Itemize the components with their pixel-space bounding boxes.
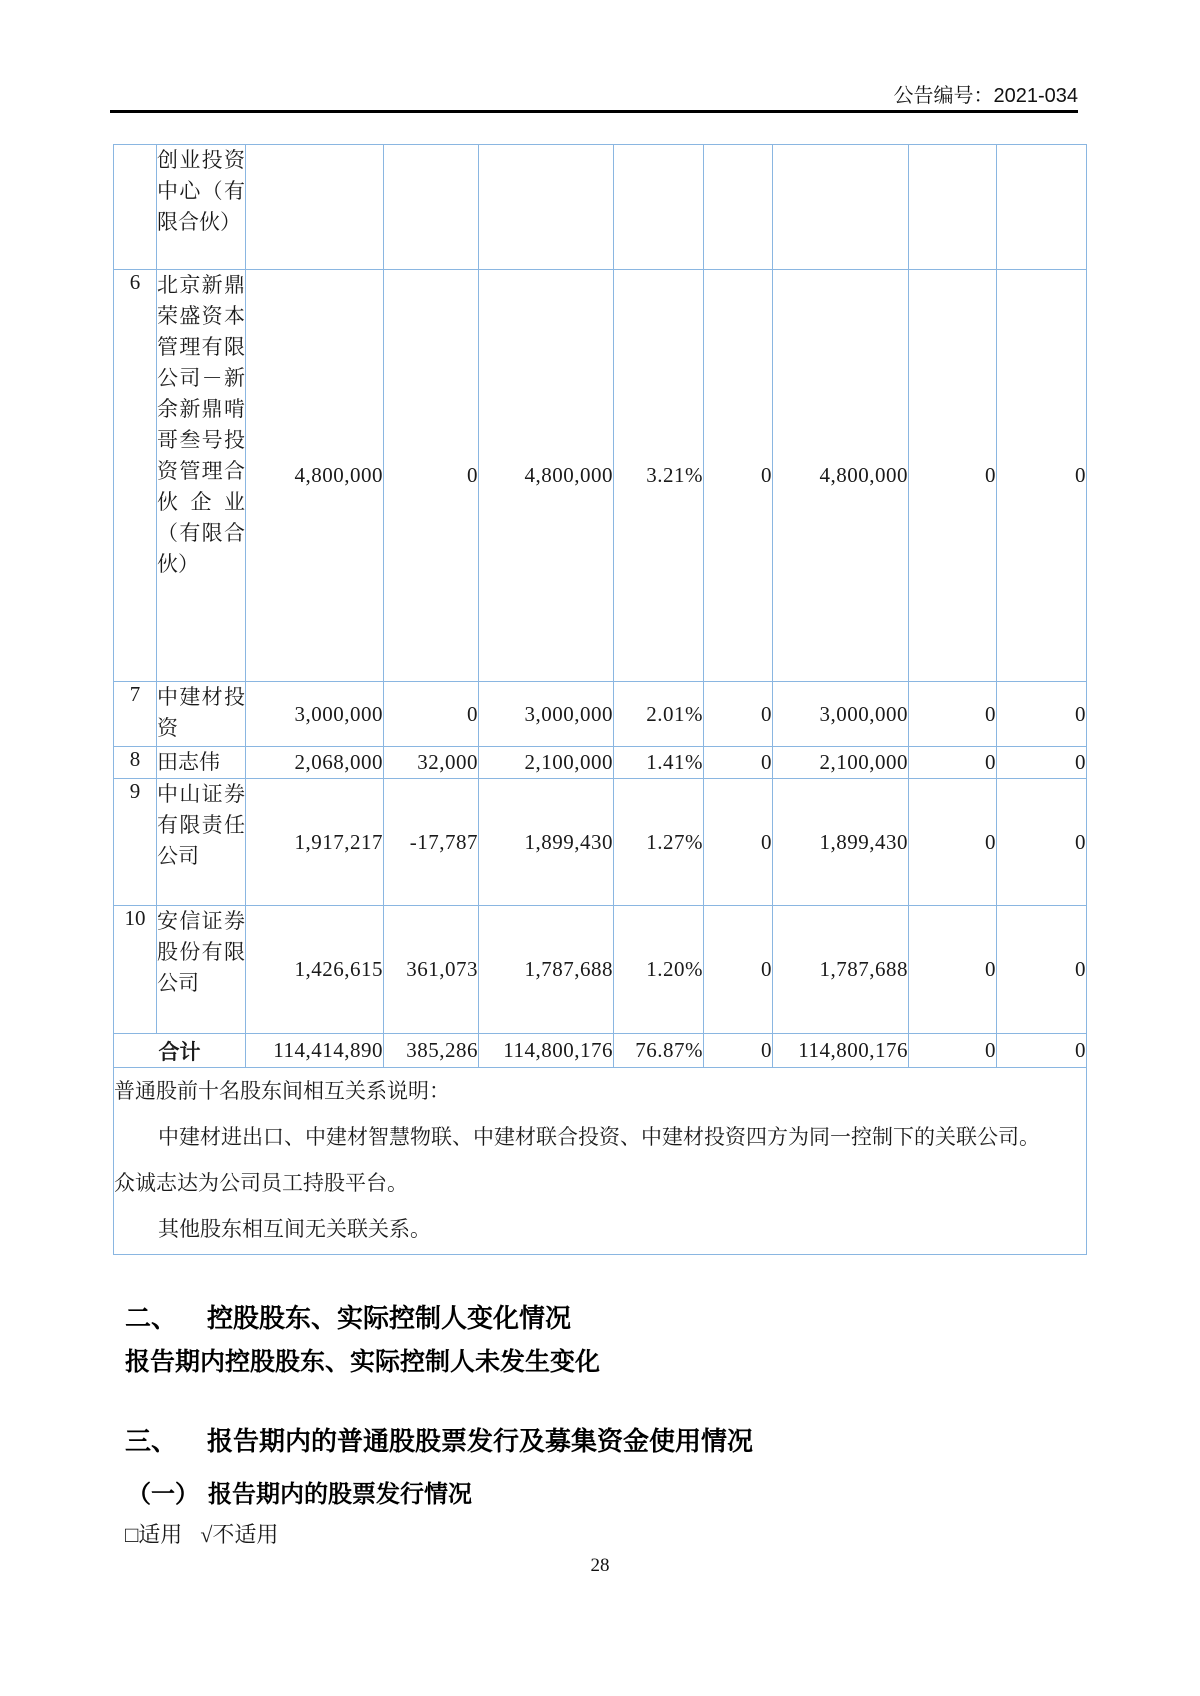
section-3-title: 报告期内的普通股股票发行及募集资金使用情况	[207, 1426, 754, 1456]
value-cell: 4,800,000	[773, 270, 909, 682]
value-cell: 0	[997, 682, 1087, 747]
section-2-title: 控股股东、实际控制人变化情况	[207, 1303, 572, 1333]
value-cell: 0	[909, 270, 997, 682]
value-cell: 1,787,688	[773, 906, 909, 1034]
value-cell: 2,100,000	[479, 747, 614, 779]
value-cell: 0	[997, 270, 1087, 682]
value-cell: 1,426,615	[246, 906, 384, 1034]
section-3-1-number: （一）	[127, 1481, 199, 1508]
total-value-cell: 114,800,176	[773, 1034, 909, 1068]
row-number-cell: 7	[114, 682, 157, 747]
value-cell: 0	[909, 906, 997, 1034]
value-cell: 1,899,430	[773, 779, 909, 906]
note-line: 中建材进出口、中建材智慧物联、中建材联合投资、中建材投资四方为同一控制下的关联公司。	[158, 1125, 1040, 1149]
checkbox-unchecked-icon: □	[125, 1522, 139, 1547]
value-cell	[704, 145, 773, 270]
value-cell: 1.20%	[614, 906, 704, 1034]
value-cell: 0	[704, 779, 773, 906]
value-cell: 1.41%	[614, 747, 704, 779]
value-cell: 0	[909, 682, 997, 747]
not-applicable-label: 不适用	[212, 1522, 279, 1547]
row-number-cell: 6	[114, 270, 157, 682]
value-cell: 0	[704, 270, 773, 682]
value-cell: 0	[997, 779, 1087, 906]
section-3-1-title: 报告期内的股票发行情况	[208, 1481, 472, 1508]
value-cell	[909, 145, 997, 270]
value-cell: 3.21%	[614, 270, 704, 682]
total-value-cell: 76.87%	[614, 1034, 704, 1068]
shareholders-table	[113, 144, 1087, 1255]
section-2-number: 二、	[125, 1303, 178, 1333]
value-cell	[614, 145, 704, 270]
row-number-cell	[114, 145, 157, 270]
value-cell: 3,000,000	[246, 682, 384, 747]
value-cell: 2,068,000	[246, 747, 384, 779]
value-cell: 4,800,000	[246, 270, 384, 682]
value-cell	[773, 145, 909, 270]
table-row-notes	[114, 1068, 1087, 1255]
row-number-cell: 10	[114, 906, 157, 1034]
shareholder-name-cell: 安信证券股份有限公司	[157, 906, 246, 1034]
shareholder-name-cell: 中建材投资	[157, 682, 246, 747]
shareholder-name-cell: 田志伟	[157, 747, 246, 779]
table-row-total	[114, 1034, 1087, 1068]
value-cell	[246, 145, 384, 270]
table-row-carryover	[114, 145, 1087, 270]
value-cell: 1,917,217	[246, 779, 384, 906]
total-value-cell: 385,286	[384, 1034, 479, 1068]
table-row	[114, 747, 1087, 779]
value-cell: 1.27%	[614, 779, 704, 906]
shareholder-name-cell: 北京新鼎荣盛资本管理有限公司－新余新鼎啃哥叁号投资管理合伙企业（有限合伙）	[157, 270, 246, 682]
table-row	[114, 682, 1087, 747]
value-cell: 0	[704, 747, 773, 779]
value-cell: 1,899,430	[479, 779, 614, 906]
total-value-cell: 0	[997, 1034, 1087, 1068]
note-line: 普通股前十名股东间相互关系说明：	[114, 1079, 450, 1103]
value-cell: 0	[909, 747, 997, 779]
doc-number: 公告编号：2021-034	[893, 85, 1078, 107]
value-cell: 0	[997, 906, 1087, 1034]
value-cell: 2,100,000	[773, 747, 909, 779]
value-cell: 3,000,000	[479, 682, 614, 747]
total-value-cell: 0	[704, 1034, 773, 1068]
value-cell: 2.01%	[614, 682, 704, 747]
value-cell: 0	[704, 906, 773, 1034]
section-2-body: 报告期内控股股东、实际控制人未发生变化	[125, 1348, 601, 1376]
total-label-cell: 合计	[114, 1034, 246, 1068]
value-cell: 0	[909, 779, 997, 906]
total-value-cell: 114,800,176	[479, 1034, 614, 1068]
value-cell	[384, 145, 479, 270]
total-value-cell: 0	[909, 1034, 997, 1068]
check-icon: √	[200, 1522, 213, 1547]
value-cell	[479, 145, 614, 270]
section-heading-3	[125, 1426, 753, 1456]
value-cell: 0	[384, 682, 479, 747]
note-line: 其他股东相互间无关联关系。	[158, 1217, 431, 1241]
value-cell: 3,000,000	[773, 682, 909, 747]
row-number-cell: 8	[114, 747, 157, 779]
header-rule-divider	[110, 110, 1078, 113]
value-cell: -17,787	[384, 779, 479, 906]
value-cell: 0	[384, 270, 479, 682]
value-cell: 32,000	[384, 747, 479, 779]
table-row	[114, 779, 1087, 906]
note-line: 众诚志达为公司员工持股平台。	[114, 1171, 408, 1195]
section-heading-2	[125, 1303, 571, 1333]
value-cell: 0	[704, 682, 773, 747]
table-row	[114, 906, 1087, 1034]
applicability-line	[125, 1521, 278, 1549]
value-cell: 4,800,000	[479, 270, 614, 682]
value-cell: 0	[997, 747, 1087, 779]
section-3-number: 三、	[125, 1426, 178, 1456]
row-number-cell: 9	[114, 779, 157, 906]
value-cell	[997, 145, 1087, 270]
section-heading-3-1	[127, 1481, 472, 1509]
shareholder-name-cell: 中山证券有限责任公司	[157, 779, 246, 906]
page-number: 28	[590, 1555, 610, 1576]
shareholder-name-cell: 创业投资中心（有限合伙）	[157, 145, 246, 270]
value-cell: 1,787,688	[479, 906, 614, 1034]
total-value-cell: 114,414,890	[246, 1034, 384, 1068]
table-row	[114, 270, 1087, 682]
applicable-label: 适用	[138, 1522, 183, 1547]
value-cell: 361,073	[384, 906, 479, 1034]
shareholder-relationship-notes	[114, 1068, 1087, 1255]
